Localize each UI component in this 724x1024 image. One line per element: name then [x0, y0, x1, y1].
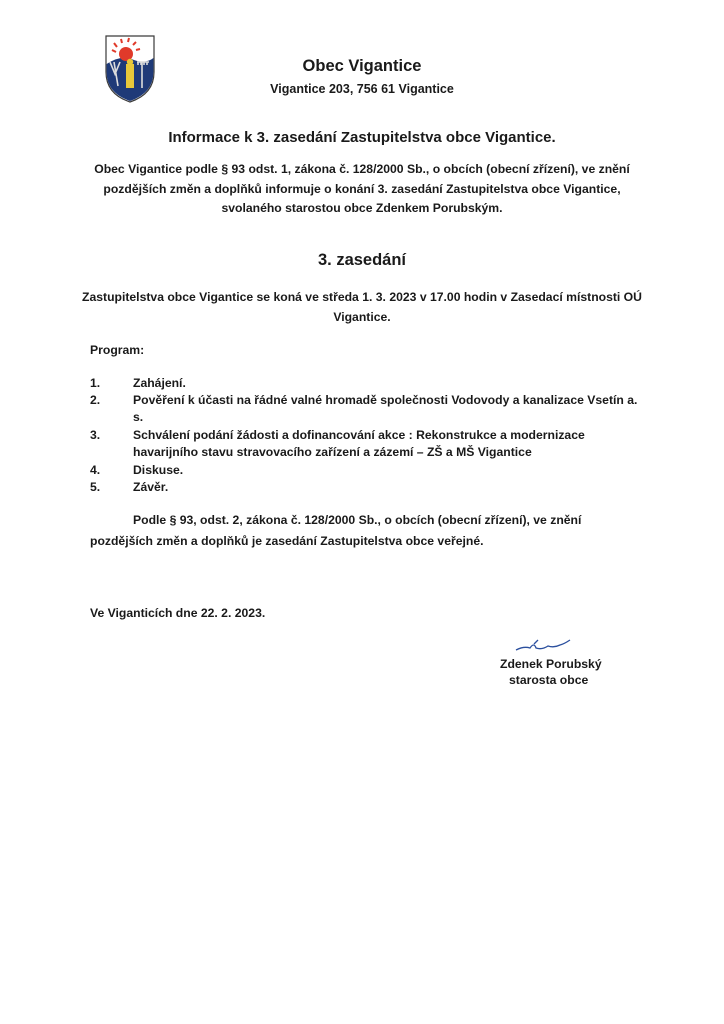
org-name: Obec Vigantice [302, 57, 422, 75]
program-item-number: 1. [90, 375, 101, 390]
program-label: Program: [90, 342, 145, 357]
session-title: 3. zasedání [317, 250, 407, 269]
signer-name: Zdenek Porubský [500, 657, 602, 672]
program-item-number: 3. [90, 427, 101, 442]
program-item-text: Pověření k účasti na řádné valné hromadě společnosti Vodovody a kanalizace Vsetín a. s. [133, 392, 638, 425]
program-item [90, 462, 650, 479]
program-item [90, 427, 650, 462]
intro-paragraph: Obec Vigantice podle § 93 odst. 1, zákona č. 128/2000 Sb., o obcích (obecní zřízení), ve znění pozdějších změn a doplňků informuje o konání 3. zasedání Zastupitelstva obce Vigantice, svolaného starostou obce Zdenkem Porubským. [94, 162, 630, 215]
program-item [90, 375, 650, 392]
program-item-text: Schválení podání žádosti a dofinancování akce : Rekonstrukce a modernizace havarijního stavu stravovacího zařízení a zázemí – ZŠ a MŠ Vigantice [133, 427, 585, 460]
signer-role: starosta obce [509, 673, 589, 688]
program-item-text: Závěr. [133, 479, 169, 494]
document-title: Informace k 3. zasedání Zastupitelstva obce Vigantice. [168, 129, 556, 146]
place-date: Ve Viganticích dne 22. 2. 2023. [90, 606, 266, 621]
session-info: Zastupitelstva obce Vigantice se koná ve středa 1. 3. 2023 v 17.00 hodin v Zasedací místnosti OÚ Vigantice. [82, 289, 642, 324]
program-item-text: Zahájení. [133, 375, 186, 390]
program-item [90, 392, 650, 427]
program-item-number: 5. [90, 479, 101, 494]
program-item [90, 479, 650, 496]
org-address: Vigantice 203, 756 61 Vigantice [270, 82, 454, 96]
program-item-text: Diskuse. [133, 462, 184, 477]
legal-note: Podle § 93, odst. 2, zákona č. 128/2000 Sb., o obcích (obecní zřízení), ve znění pozdějších změn a doplňků je zasedání Zastupitelstva obce veřejné. [90, 513, 582, 549]
signature-block [500, 636, 660, 688]
program-item-number: 4. [90, 462, 101, 477]
handwritten-signature-icon [514, 636, 574, 656]
program-item-number: 2. [90, 392, 101, 407]
program-list [90, 375, 650, 497]
